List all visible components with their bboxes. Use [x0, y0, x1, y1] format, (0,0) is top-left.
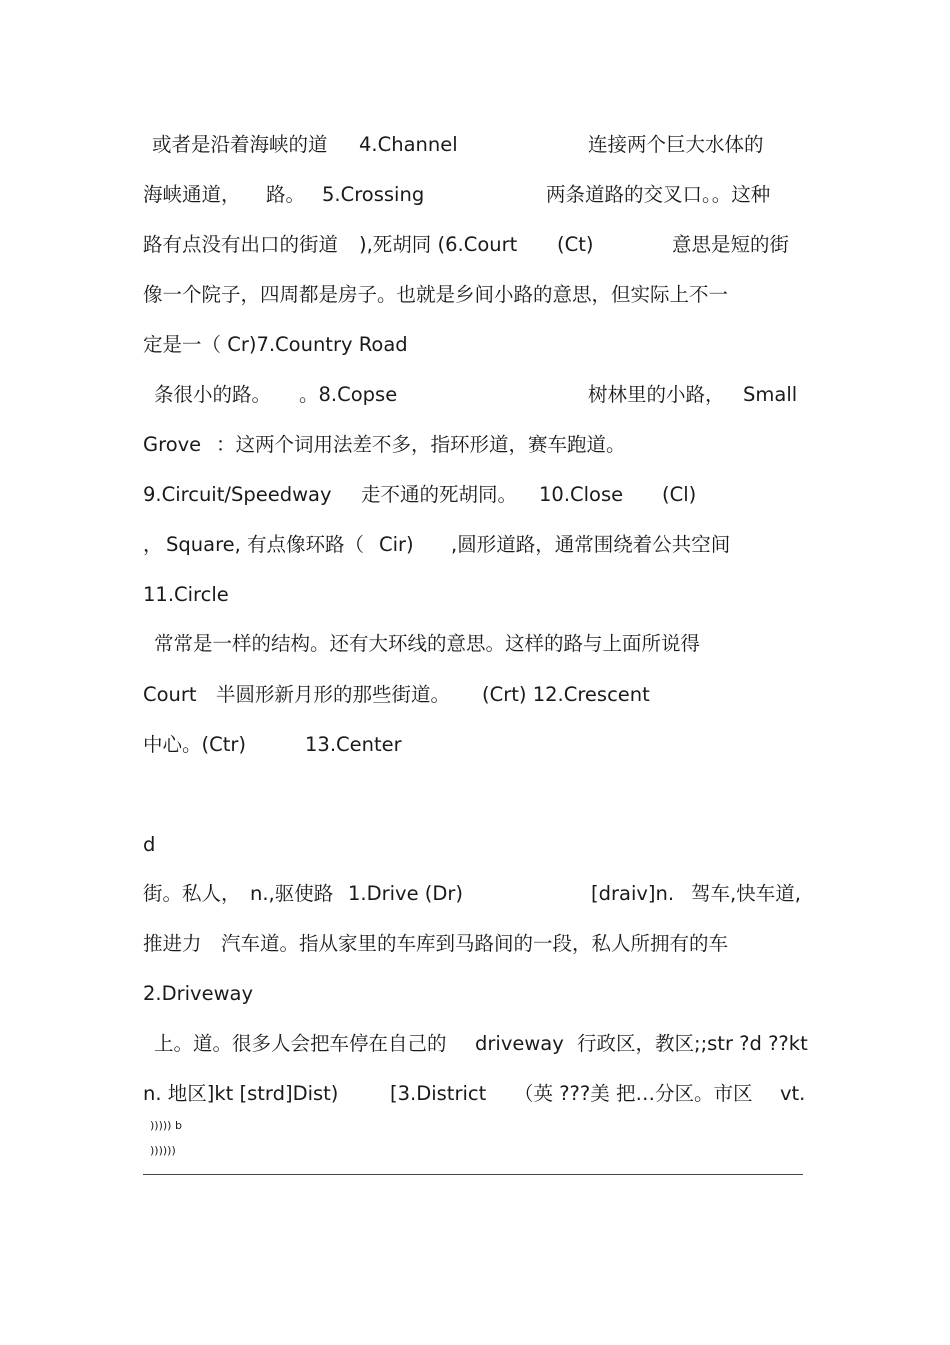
text-segment: 条很小的路。: [154, 383, 272, 406]
text-segment: 意思是短的街: [672, 233, 790, 256]
text-segment: 9.Circuit/Speedway: [143, 483, 332, 506]
text-segment: 2.Driveway: [143, 982, 254, 1005]
text-segment: n. 地区]kt [strd]Dist): [143, 1082, 339, 1105]
text-segment: d: [143, 833, 156, 856]
text-segment: (Crt) 12.Crescent: [482, 683, 650, 706]
text-segment: （英 ???美: [514, 1082, 610, 1105]
text-segment: Court: [143, 683, 197, 706]
text-segment: 定是一（ Cr)7.Country Road: [143, 333, 408, 356]
text-segment: 推进力: [143, 932, 202, 955]
text-segment: 半圆形新月形的那些街道。: [216, 683, 451, 706]
text-segment: 两条道路的交叉口。。这种: [546, 183, 771, 206]
text-segment: 中心。(Ctr): [143, 733, 246, 756]
text-segment: 树林里的小路，: [588, 383, 725, 406]
footnote-text: )))))): [150, 1144, 176, 1157]
text-segment: [draiv]n.: [591, 882, 675, 905]
text-segment: ，: [143, 533, 163, 556]
text-segment: ,圆形道路，通常围绕着公共空间: [451, 533, 731, 556]
footnote-text: ))))) b: [150, 1119, 182, 1132]
text-segment: 像一个院子，四周都是房子。也就是乡间小路的意思，但实际上不一: [143, 283, 729, 306]
text-segment: 路。: [266, 183, 306, 206]
text-segment: Cir): [379, 533, 414, 556]
text-segment: (Ct): [557, 233, 594, 256]
text-segment: vt.: [780, 1082, 806, 1105]
text-segment: 驾车,快车道,: [691, 882, 801, 905]
text-segment: 街。私人，: [143, 882, 241, 905]
text-segment: 10.Close: [539, 483, 624, 506]
text-segment: 把…分区。市区: [616, 1082, 753, 1105]
text-segment: 路有点没有出口的街道: [143, 233, 339, 256]
text-segment: 5.Crossing: [322, 183, 425, 206]
text-segment: 连接两个巨大水体的: [588, 133, 764, 156]
text-segment: ),死胡同 (6.Court: [359, 233, 518, 256]
text-segment: 汽车道。指从家里的车库到马路间的一段，私人所拥有的车: [221, 932, 729, 955]
text-segment: Square, 有点像环路（: [166, 533, 365, 556]
text-segment: 常常是一样的结构。还有大环线的意思。这样的路与上面所说得: [154, 632, 701, 655]
text-segment: 海峡通道，: [143, 183, 241, 206]
text-segment: 13.Center: [305, 733, 402, 756]
text-segment: Grove: [143, 433, 202, 456]
text-segment: (Cl): [662, 483, 697, 506]
text-segment: driveway: [475, 1032, 564, 1055]
text-segment: 上。道。很多人会把车停在自己的: [154, 1032, 447, 1055]
text-segment: 走不通的死胡同。: [361, 483, 518, 506]
text-segment: n.,驱使路: [250, 882, 334, 905]
text-segment: ：这两个词用法差不多，指环形道，赛车跑道。: [216, 433, 626, 456]
text-segment: 4.Channel: [359, 133, 458, 156]
text-segment: 1.Drive (Dr): [348, 882, 464, 905]
footer-rule: [143, 1174, 803, 1175]
text-segment: Small: [743, 383, 798, 406]
text-segment: [3.District: [390, 1082, 487, 1105]
text-segment: 。8.Copse: [299, 383, 398, 406]
text-segment: 行政区，教区;;str ?d ??kt: [577, 1032, 808, 1055]
text-segment: 11.Circle: [143, 583, 229, 606]
text-segment: 或者是沿着海峡的道: [152, 133, 328, 156]
